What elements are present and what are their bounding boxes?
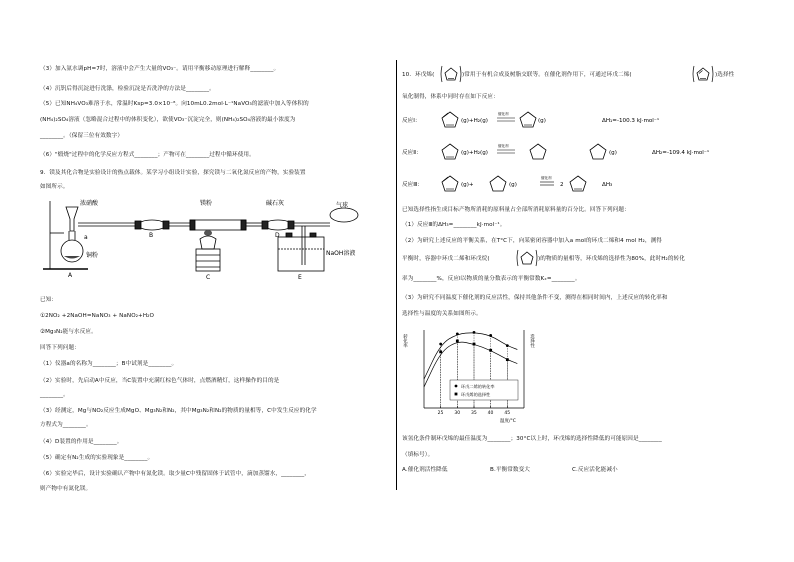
chart-point	[473, 343, 476, 346]
label-B: B	[149, 232, 154, 239]
label-balloon: 气球	[336, 202, 349, 209]
rx1-label: 反应Ⅰ：	[402, 118, 421, 124]
apparatus-diagram	[40, 193, 370, 281]
rx3-reactants: (g)+	[461, 182, 474, 188]
chart-xtick-label: 45	[504, 411, 511, 416]
q10-3b: 选择性与温度的关系如图所示。	[402, 311, 482, 317]
q9-2b: ________。	[40, 392, 69, 398]
option-b: B.平衡常数变大	[490, 467, 530, 473]
legend-series-2: 环戊烯的选择性	[461, 392, 491, 397]
temperature-chart	[402, 322, 542, 424]
chart-xtick-label: 40	[487, 411, 494, 416]
q9-6a: （6）实验完毕后，设计实验确认产物中有氮化镁。取少量C中残留固体于试管中，滴加蒸馏水，________，	[40, 471, 310, 477]
label-lime: 碱石灰	[266, 200, 285, 207]
q10-2b-b: )的物质的量相等，环戊烯的选择性为80%，此时H₂的转化	[538, 256, 685, 262]
reactions-block	[402, 108, 762, 200]
q10-intro-c: )选择性	[715, 72, 735, 78]
q9-6b: 则产物中有氮化镁。	[40, 486, 92, 492]
known-1: ①2NO₂ +2NaOH=NaNO₃ + NaNO₂+H₂O	[40, 313, 155, 319]
chart-point	[439, 343, 442, 346]
q10-2b-a: 平衡时，容器中环戊二烯和环戊烷(	[402, 256, 490, 262]
cyclopentadiene-icon	[692, 64, 714, 84]
q10-known: 已知选择性指生成目标产物所消耗的原料量占全部所消耗原料量的百分比。回答下列问题：	[402, 207, 630, 213]
rx3-dh: ΔH₃	[602, 182, 613, 188]
known: 已知：	[40, 297, 58, 303]
q10-intro-a: 10．环戊烯(	[402, 72, 435, 78]
rx1-product: (g)	[538, 118, 546, 124]
known-2: ②Mg₃N₂能与水反应。	[40, 329, 97, 335]
label-C: C	[206, 274, 211, 281]
rx1-dh: ΔH₁=-100.3 kJ·mol⁻¹	[602, 118, 660, 124]
label-D: D	[275, 232, 280, 239]
q8-5c: ________。（保留三位有效数字）	[40, 133, 124, 139]
label-copper: 铜粉	[86, 252, 99, 259]
q8-3: （3）加入氨水调pH=7时，溶液中会产生大量的VO₃⁻。请用平衡移动原理进行解释________。	[40, 66, 280, 72]
q10-2a: （2）为研究上述反应的平衡关系，在T°C下，向某密闭容器中加入a mol的环戊二烯和4 mol H₂，测得	[402, 238, 662, 244]
rx1-cat: 催化剂	[498, 112, 509, 116]
rx1-reactants: (g)+H₂(g)	[461, 118, 488, 124]
chart-point	[489, 349, 492, 352]
answer-following: 回答下列问题：	[40, 345, 80, 351]
chart-series-line	[424, 333, 517, 379]
q10-intro-b: )常用于有机合成及树脂交联等。在催化剂作用下，可通过环戊二烯(	[462, 72, 632, 78]
q9-3b: 方程式为________。	[40, 422, 92, 428]
cyclopentene-icon	[440, 64, 462, 84]
q8-5b: (NH₄)₂SO₄溶液（忽略混合过程中的体积变化），欲使VO₃⁻沉淀完全，则(NH₄)₂SO₄溶液的最小浓度为	[40, 117, 296, 123]
chart-point	[506, 358, 509, 361]
chart-xtick-label: 35	[471, 411, 477, 416]
q9-3a: （3）经测定，Mg与NO₂反应生成MgO、Mg₃N₂和N₂，其中Mg₃N₂和N₂的物质的量相等，C中发生反应的化学	[40, 408, 317, 414]
rx2-dh: ΔH₂=-109.4 kJ·mol⁻¹	[652, 150, 710, 156]
option-a: A.催化剂活性降低	[402, 467, 448, 473]
q9-intro-2: 如图所示。	[40, 184, 69, 190]
q10-2c: 率为________%，反应Ⅰ以物质的量分数表示的平衡常数Kₓ=________。	[402, 276, 581, 282]
chart-xlabel: 温度/°C	[500, 419, 516, 424]
rx2-reactants: (g)+H₂(g)	[461, 150, 488, 156]
label-A: A	[68, 272, 73, 279]
q9-1: （1）仪器a的名称为________；B中试剂是________。	[40, 361, 178, 367]
chart-ylabel-left: 转化率	[402, 334, 408, 348]
q9-4: （4）D装置的作用是________。	[40, 439, 123, 445]
rx3-label: 反应Ⅲ：	[402, 182, 423, 188]
chart-point	[456, 333, 459, 336]
chart-xtick-label: 25	[437, 411, 444, 416]
q10-intro-2: 氧化制得，体系中同时存在如下反应：	[402, 94, 499, 100]
q9-intro: 9．镁及其化合物是实验设计的热点载体。某学习小组设计实验，探究镁与二氧化氮反应的产物，实验装置	[40, 170, 306, 176]
label-mg: 镁粉	[200, 200, 213, 207]
chart-point	[473, 331, 476, 334]
chart-xtick-label: 30	[454, 411, 461, 416]
rx3-cat: 催化剂	[541, 176, 552, 180]
rx2-cat: 催化剂	[498, 144, 509, 148]
q9-2a: （2）实验时，先启动A中反应，当C装置中充满红棕色气体时，点燃酒精灯，这样操作的目的是	[40, 378, 280, 384]
label-naoh: NaOH溶液	[326, 250, 356, 257]
q10-3c: 该氢化条件制环戊烯的最佳温度为________；30°C以上时，环戊烯的选择性降低的可能原因是________	[402, 436, 662, 442]
chart-legend	[450, 380, 518, 400]
rx2-product: (g)	[609, 150, 617, 156]
q10-3d: （填标号）。	[402, 452, 434, 458]
q9-5: （5）确定有N₂生成的实验现象是________。	[40, 455, 154, 461]
q10-3a: （3）为研究不同温度下催化剂的反应活性，保持其他条件不变，测得在相同时间内，上述反应的转化率和	[402, 295, 668, 301]
rx3-reactant2: (g)	[509, 182, 517, 188]
chart-point	[456, 340, 459, 343]
label-a: a	[84, 234, 88, 241]
label-acid: 浓硝酸	[80, 200, 99, 207]
rx3-coef: 2	[560, 182, 564, 188]
chart-point	[439, 350, 442, 353]
option-c: C.反应活化能减小	[572, 467, 618, 473]
legend-series-1: 环戊二烯的转化率	[461, 384, 495, 389]
chart-point	[506, 344, 509, 347]
q8-5a: （5）已知NH₄VO₃难溶于水，常温时Ksp=3.0×10⁻⁸。向10mL0.2mol·L⁻¹NaVO₃的滤液中加入等体积的	[40, 101, 309, 107]
rx2-label: 反应Ⅱ：	[402, 150, 422, 156]
q10-1: （1）反应Ⅲ的ΔH₃=________kJ·mol⁻¹。	[402, 222, 506, 228]
q8-4: （4）沉钒后得沉淀进行洗涤，检验沉淀是否洗净的方法是________。	[40, 86, 215, 92]
chart-point	[489, 334, 492, 337]
cyclopentane-icon	[516, 248, 538, 268]
column-divider	[396, 60, 397, 490]
q8-6: （6）"煅烧"过程中的化学反应方程式________；产物可在________过程中循环使用。	[40, 152, 255, 158]
chart-ylabel-right: 选择性	[529, 334, 535, 348]
label-E: E	[298, 274, 302, 281]
